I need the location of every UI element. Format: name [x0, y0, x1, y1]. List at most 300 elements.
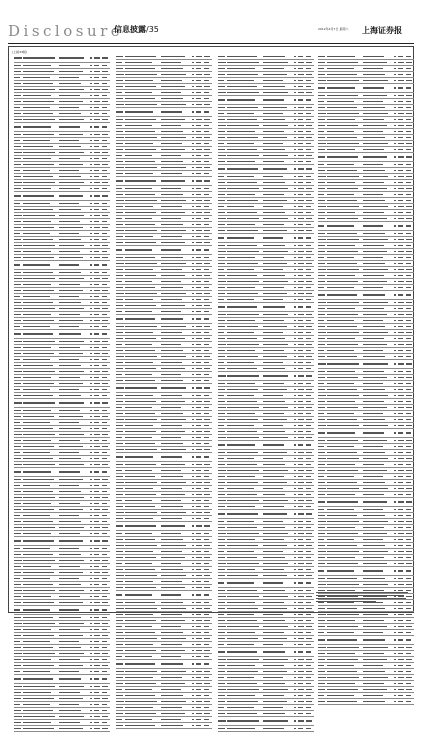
text-placeholder: [218, 113, 224, 114]
text-placeholder: [294, 695, 296, 696]
text-placeholder: [90, 416, 92, 417]
text-placeholder: [90, 140, 92, 141]
text-placeholder: [125, 587, 156, 588]
text-placeholder: [116, 74, 124, 75]
table-cell: [116, 695, 125, 696]
text-placeholder: [14, 95, 21, 96]
table-cell: [102, 203, 110, 204]
text-placeholder: [192, 401, 194, 402]
table-cell: [406, 401, 414, 402]
text-placeholder: [125, 137, 157, 138]
text-placeholder: [204, 470, 209, 471]
table-cell: [116, 275, 125, 276]
text-placeholder: [196, 374, 201, 375]
text-placeholder: [192, 218, 194, 219]
table-cell: [298, 168, 306, 170]
text-placeholder: [102, 446, 108, 447]
text-placeholder: [218, 728, 225, 729]
text-placeholder: [298, 677, 303, 678]
table-cell: [263, 68, 294, 69]
text-placeholder: [161, 242, 185, 243]
text-placeholder: [102, 716, 108, 717]
table-cell: [161, 188, 192, 189]
text-placeholder: [196, 173, 201, 174]
text-placeholder: [161, 167, 186, 168]
table-cell: [59, 245, 90, 246]
table-cell: [125, 431, 161, 432]
table-cell: [204, 656, 212, 657]
text-placeholder: [125, 104, 157, 105]
text-placeholder: [298, 569, 303, 570]
text-placeholder: [125, 506, 155, 507]
table-cell: [318, 149, 327, 150]
text-placeholder: [204, 149, 210, 150]
text-placeholder: [294, 131, 296, 132]
table-cell: [116, 482, 125, 483]
text-placeholder: [116, 713, 123, 714]
text-placeholder: [363, 245, 384, 246]
text-placeholder: [59, 164, 83, 165]
table-cell: [161, 161, 192, 162]
text-placeholder: [90, 119, 92, 120]
text-placeholder: [263, 464, 285, 465]
text-placeholder: [227, 230, 258, 231]
text-placeholder: [406, 320, 411, 321]
table-cell: [196, 111, 204, 113]
text-placeholder: [406, 182, 411, 183]
text-placeholder: [14, 497, 22, 498]
table-cell: [14, 509, 23, 510]
text-placeholder: [318, 383, 324, 384]
table-cell: [116, 236, 125, 237]
text-placeholder: [204, 380, 209, 381]
table-cell: [327, 294, 363, 296]
table-cell: [59, 647, 90, 648]
table-cell: [306, 651, 314, 653]
table-cell: [125, 456, 161, 458]
text-placeholder: [125, 594, 152, 596]
text-placeholder: [102, 671, 107, 672]
text-placeholder: [406, 263, 411, 264]
table-cell: [161, 206, 192, 207]
table-cell: [196, 557, 204, 558]
table-cell: [204, 98, 212, 99]
table-cell: [161, 86, 192, 87]
text-placeholder: [116, 563, 122, 564]
text-placeholder: [298, 314, 304, 315]
text-placeholder: [227, 375, 259, 377]
table-cell: [125, 368, 161, 369]
text-placeholder: [204, 125, 209, 126]
text-placeholder: [23, 245, 55, 246]
text-placeholder: [363, 314, 387, 315]
table-cell: [227, 551, 263, 552]
text-placeholder: [298, 356, 304, 357]
text-placeholder: [406, 206, 412, 207]
table-cell: [59, 566, 90, 567]
table-cell: [14, 278, 23, 279]
text-placeholder: [23, 395, 53, 396]
text-placeholder: [192, 92, 194, 93]
text-placeholder: [394, 356, 396, 357]
table-cell: [327, 62, 363, 63]
text-placeholder: [23, 479, 54, 480]
text-placeholder: [394, 56, 396, 57]
table-cell: [196, 626, 204, 627]
text-placeholder: [14, 602, 21, 603]
text-placeholder: [94, 365, 99, 366]
table-cell: [102, 71, 110, 72]
table-cell: [59, 308, 90, 309]
text-placeholder: [14, 554, 21, 555]
table-cell: [116, 119, 125, 120]
table-cell: [23, 458, 59, 459]
table-cell: [14, 333, 23, 335]
table-cell: [102, 458, 110, 459]
text-placeholder: [327, 200, 357, 201]
text-placeholder: [14, 71, 21, 72]
table-cell: [263, 263, 294, 264]
text-placeholder: [298, 632, 303, 633]
text-placeholder: [327, 395, 359, 396]
table-cell: [406, 377, 414, 378]
table-cell: [298, 476, 306, 477]
text-placeholder: [218, 632, 225, 633]
text-placeholder: [294, 332, 296, 333]
table-cell: [298, 332, 306, 333]
table-cell: [116, 56, 125, 57]
text-placeholder: [327, 407, 358, 408]
text-placeholder: [398, 389, 403, 390]
text-placeholder: [23, 146, 53, 147]
text-placeholder: [306, 521, 311, 522]
text-placeholder: [125, 119, 156, 120]
text-placeholder: [294, 470, 296, 471]
text-placeholder: [227, 458, 254, 459]
text-placeholder: [23, 533, 51, 534]
table-cell: [102, 678, 110, 680]
text-placeholder: [161, 443, 183, 444]
table-cell: [204, 236, 212, 237]
text-placeholder: [406, 356, 411, 357]
table-cell: [59, 596, 90, 597]
text-placeholder: [192, 311, 194, 312]
text-placeholder: [59, 485, 79, 486]
table-cell: [23, 629, 59, 630]
table-cell: [263, 113, 294, 114]
table-cell: [125, 719, 161, 720]
table-cell: [327, 143, 363, 144]
table-cell: [14, 209, 23, 210]
table-cell: [218, 338, 227, 339]
text-placeholder: [298, 437, 304, 438]
text-placeholder: [394, 95, 396, 96]
text-placeholder: [102, 578, 107, 579]
text-placeholder: [192, 104, 194, 105]
table-cell: [196, 62, 204, 63]
table-cell: [227, 651, 263, 653]
text-placeholder: [161, 644, 182, 645]
text-placeholder: [196, 194, 201, 195]
text-placeholder: [23, 446, 54, 447]
text-placeholder: [306, 287, 311, 288]
text-placeholder: [192, 362, 194, 363]
table-cell: [406, 62, 414, 63]
text-placeholder: [192, 594, 194, 596]
text-placeholder: [102, 471, 107, 473]
text-placeholder: [102, 698, 108, 699]
text-placeholder: [116, 518, 123, 519]
text-placeholder: [218, 551, 224, 552]
table-cell: [218, 293, 227, 294]
text-placeholder: [94, 209, 99, 210]
text-placeholder: [90, 440, 92, 441]
text-placeholder: [327, 137, 357, 138]
table-cell: [227, 375, 263, 377]
text-placeholder: [294, 563, 296, 564]
text-placeholder: [23, 119, 55, 120]
text-placeholder: [14, 353, 21, 354]
text-placeholder: [14, 245, 22, 246]
table-cell: [116, 212, 125, 213]
table-cell: [263, 92, 294, 93]
text-placeholder: [116, 557, 123, 558]
text-placeholder: [394, 206, 396, 207]
text-placeholder: [263, 314, 288, 315]
text-placeholder: [327, 263, 357, 264]
table-cell: [94, 698, 102, 699]
table-cell: [363, 320, 394, 321]
text-placeholder: [23, 527, 55, 528]
table-cell: [102, 446, 110, 447]
text-placeholder: [204, 68, 209, 69]
table-cell: [102, 264, 110, 266]
text-placeholder: [14, 635, 21, 636]
table-cell: [125, 701, 161, 702]
text-placeholder: [94, 653, 100, 654]
table-cell: [161, 632, 192, 633]
table-cell: [298, 545, 306, 546]
table-cell: [318, 194, 327, 195]
text-placeholder: [192, 287, 194, 288]
text-placeholder: [318, 320, 324, 321]
table-row: [218, 372, 314, 381]
text-placeholder: [398, 419, 403, 420]
table-cell: [102, 134, 110, 135]
text-placeholder: [102, 641, 107, 642]
table-cell: [196, 551, 204, 552]
text-placeholder: [196, 707, 201, 708]
text-placeholder: [59, 540, 83, 542]
text-placeholder: [363, 74, 385, 75]
text-placeholder: [90, 320, 92, 321]
text-placeholder: [263, 437, 288, 438]
table-cell: [59, 251, 90, 252]
text-placeholder: [327, 320, 354, 321]
table-cell: [23, 89, 59, 90]
text-placeholder: [23, 176, 53, 177]
text-placeholder: [218, 389, 225, 390]
table-cell: [23, 428, 59, 429]
table-cell: [125, 683, 161, 684]
table-cell: [263, 425, 294, 426]
text-placeholder: [23, 83, 53, 84]
text-placeholder: [298, 56, 303, 57]
table-cell: [23, 497, 59, 498]
text-placeholder: [298, 218, 304, 219]
table-cell: [196, 525, 204, 527]
table-cell: [59, 239, 90, 240]
table-cell: [94, 578, 102, 579]
table-cell: [196, 161, 204, 162]
table-cell: [327, 200, 363, 201]
text-placeholder: [218, 638, 225, 639]
table-cell: [218, 237, 227, 239]
text-placeholder: [59, 659, 80, 660]
text-placeholder: [298, 425, 303, 426]
table-cell: [94, 158, 102, 159]
table-cell: [102, 609, 110, 611]
text-placeholder: [161, 374, 181, 375]
text-placeholder: [125, 287, 155, 288]
text-placeholder: [161, 188, 181, 189]
text-placeholder: [14, 560, 22, 561]
table-cell: [116, 86, 125, 87]
table-cell: [102, 278, 110, 279]
text-placeholder: [196, 206, 201, 207]
text-placeholder: [192, 663, 194, 665]
table-cell: [398, 308, 406, 309]
text-placeholder: [94, 428, 99, 429]
table-cell: [94, 195, 102, 197]
text-placeholder: [192, 188, 194, 189]
text-placeholder: [59, 353, 83, 354]
table-cell: [125, 707, 161, 708]
table-cell: [116, 518, 125, 519]
table-cell: [102, 647, 110, 648]
table-cell: [263, 269, 294, 270]
text-placeholder: [227, 707, 254, 708]
text-placeholder: [192, 338, 194, 339]
text-placeholder: [192, 638, 194, 639]
table-row: [218, 510, 314, 519]
text-placeholder: [227, 407, 259, 408]
text-placeholder: [59, 704, 79, 705]
text-placeholder: [218, 575, 225, 576]
text-placeholder: [94, 572, 100, 573]
text-placeholder: [59, 497, 84, 498]
table-cell: [116, 533, 125, 534]
text-placeholder: [59, 678, 81, 680]
table-cell: [204, 380, 212, 381]
table-cell: [306, 506, 314, 507]
text-placeholder: [59, 402, 84, 404]
table-cell: [398, 344, 406, 345]
text-placeholder: [116, 356, 124, 357]
text-placeholder: [204, 224, 209, 225]
text-placeholder: [406, 401, 411, 402]
text-placeholder: [23, 383, 54, 384]
table-cell: [218, 306, 227, 308]
text-placeholder: [294, 620, 296, 621]
text-placeholder: [102, 704, 107, 705]
table-cell: [327, 125, 363, 126]
table-cell: [263, 293, 294, 294]
table-cell: [161, 656, 192, 657]
text-placeholder: [394, 131, 396, 132]
text-placeholder: [204, 98, 209, 99]
text-placeholder: [192, 387, 194, 389]
table-cell: [125, 263, 161, 264]
table-cell: [227, 689, 263, 690]
table-cell: [59, 422, 90, 423]
text-placeholder: [363, 194, 383, 195]
text-placeholder: [23, 377, 51, 378]
text-placeholder: [294, 444, 296, 446]
text-placeholder: [90, 704, 92, 705]
text-placeholder: [196, 350, 201, 351]
text-placeholder: [14, 572, 21, 573]
text-placeholder: [306, 464, 311, 465]
table-cell: [102, 503, 110, 504]
text-placeholder: [306, 383, 311, 384]
table-cell: [196, 476, 204, 477]
table-cell: [218, 569, 227, 570]
table-cell: [94, 233, 102, 234]
table-cell: [263, 237, 294, 239]
table-cell: [59, 302, 90, 303]
text-placeholder: [94, 188, 99, 189]
text-placeholder: [116, 326, 124, 327]
text-placeholder: [102, 609, 107, 611]
text-placeholder: [227, 113, 254, 114]
text-placeholder: [192, 407, 194, 408]
table-cell: [23, 188, 59, 189]
table-cell: [102, 209, 110, 210]
text-placeholder: [23, 89, 55, 90]
text-placeholder: [204, 362, 209, 363]
table-cell: [406, 245, 414, 246]
table-cell: [161, 419, 192, 420]
text-placeholder: [59, 347, 80, 348]
text-placeholder: [102, 479, 108, 480]
table-cell: [161, 380, 192, 381]
table-cell: [204, 488, 212, 489]
table-cell: [204, 293, 212, 294]
text-placeholder: [23, 302, 53, 303]
table-cell: [125, 338, 161, 339]
table-cell: [363, 188, 394, 189]
table-cell: [116, 194, 125, 195]
text-placeholder: [94, 119, 100, 120]
table-cell: [204, 594, 212, 596]
table-cell: [14, 572, 23, 573]
table-cell: [23, 320, 59, 321]
table-cell: [298, 551, 306, 552]
text-placeholder: [394, 332, 396, 333]
text-placeholder: [90, 377, 92, 378]
table-cell: [398, 332, 406, 333]
text-placeholder: [94, 389, 99, 390]
text-placeholder: [192, 545, 194, 546]
text-placeholder: [90, 497, 92, 498]
text-placeholder: [90, 264, 92, 266]
text-placeholder: [406, 68, 411, 69]
table-cell: [116, 506, 125, 507]
text-placeholder: [196, 551, 201, 552]
table-cell: [14, 479, 23, 480]
text-placeholder: [204, 539, 209, 540]
